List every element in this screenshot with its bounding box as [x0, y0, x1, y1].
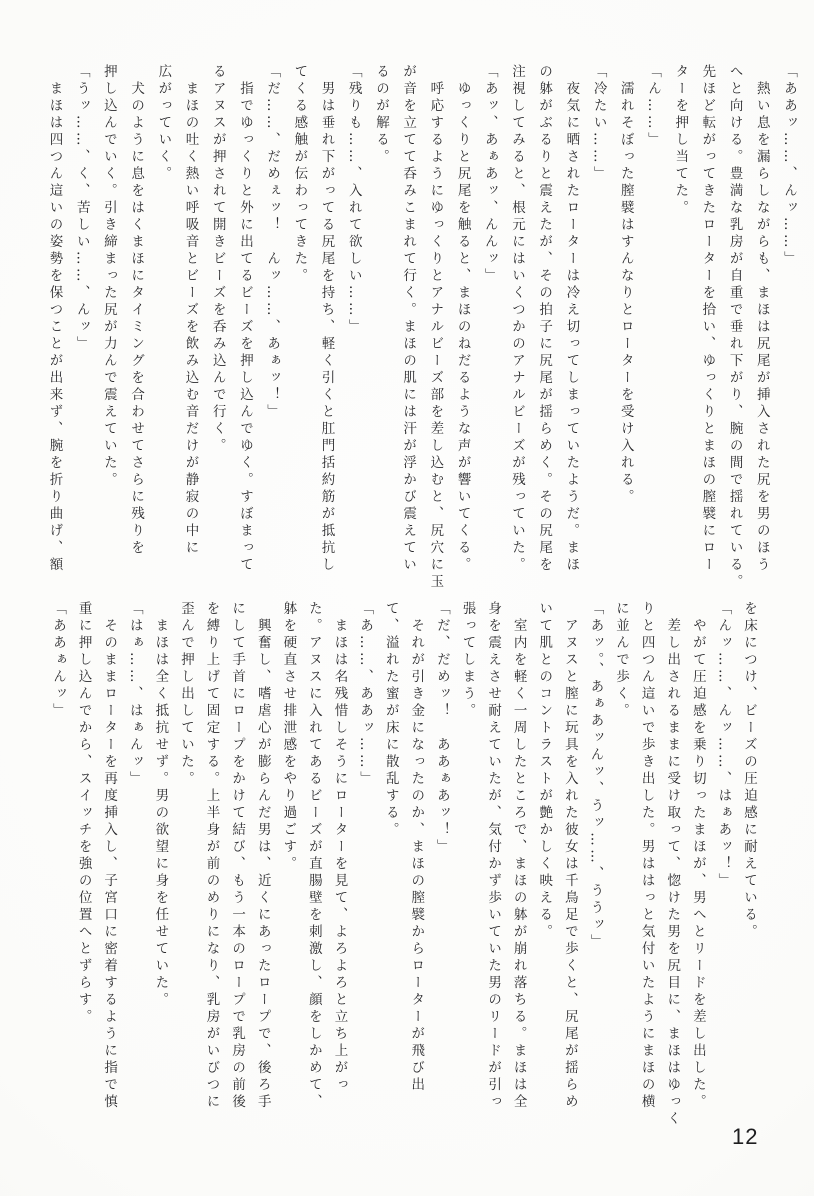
- text-column: が音を立てて呑みこまれて行く。まほの肌には汗が浮かび震えてい: [400, 64, 417, 574]
- text-column: まほは四つん這いの姿勢を保つことが出来ず、腕を折り曲げ、額: [46, 64, 63, 574]
- text-column: の躰がぶるりと震えたが、その拍子に尻尾が揺らめく。その尻尾を: [536, 64, 553, 574]
- text-column: それが引き金になったのか、まほの膣襞からローターが飛び出: [408, 601, 425, 1094]
- text-column: まほの吐く熱い呼吸音とビーズを飲み込む音だけが静寂の中に: [182, 64, 199, 557]
- text-block-bottom: [44, 601, 761, 1146]
- text-column: 重に押し込んでから、スイッチを強の位置へとずらす。: [75, 601, 92, 1026]
- text-column: まほは名残惜しそうにローターを見て、よろよろと立ち上がっ: [331, 601, 348, 1094]
- text-column: 「あッ、あぁあッ、んんッ」: [481, 64, 498, 285]
- text-column: 「うッ……、く、苦しい……、んッ」: [73, 64, 90, 353]
- text-column: 室内を軽く一周したところで、まほの躰が崩れ落ちる。まほは全: [510, 601, 527, 1111]
- text-column: 「残りも……、入れて欲しい……」: [345, 64, 362, 336]
- text-column: 「はぁ……、はぁんッ」: [126, 601, 143, 788]
- text-column: やがて圧迫感を乗り切ったまほが、男へとリードを差し出した。: [689, 601, 706, 1111]
- text-column: そのままローターを再度挿入し、子宮口に密着するように指で慎: [101, 601, 118, 1111]
- text-column: 「あッ。、あぁあッんッ、うッ……、ううッ」: [587, 601, 604, 952]
- text-column: を縛り上げて固定する。上半身が前のめりになり、乳房がいびつに: [203, 601, 220, 1111]
- text-column: 指でゆっくりと外に出てるビーズを押し込んでゆく。すぼまって: [236, 64, 253, 574]
- text-column: いて肌とのコントラストが艶かしく映える。: [536, 601, 553, 941]
- text-column: るアヌスが押されて開きビーズを呑み込んで行く。: [209, 64, 226, 455]
- text-column: 「ああッ……、んッ……」: [781, 64, 797, 268]
- text-column: を床につけ、ビーズの圧迫感に耐えている。: [741, 601, 757, 941]
- text-column: た。アヌスに入れてあるビーズが直腸壁を刺激し、顔をしかめて、: [305, 601, 322, 1111]
- text-column: アヌスと膣に玩具を入れた彼女は千鳥足で歩くと、尻尾が揺らめ: [561, 601, 578, 1111]
- text-column: てくる感触が伝わってきた。: [291, 64, 308, 285]
- text-column: 濡れそぼった膣襞はすんなりとローターを受け入れる。: [617, 64, 634, 506]
- text-column: 身を震えさせ耐えていたが、気付かず歩いていた男のリードが引っ: [485, 601, 502, 1111]
- text-column: に並んで歩く。: [613, 601, 630, 720]
- text-column: 「だ、だめッ！ ああぁあッ！」: [433, 601, 450, 856]
- text-column: 犬のように息をはくまほにタイミングを合わせてさらに残りを: [128, 64, 145, 557]
- text-column: まほは全く抵抗せず。男の欲望に身を任せていた。: [152, 601, 169, 1009]
- text-column: 興奮し、嗜虐心が膨らんだ男は、近くにあったロープで、後ろ手: [254, 601, 271, 1111]
- text-column: 注視してみると、根元にはいくつかのアナルビーズが残っていた。: [508, 64, 525, 574]
- text-column: 「だ……、だめぇッ！ んッ……、あぁッ！」: [264, 64, 281, 421]
- text-column: 「んッ……、んッ……、はぁあッ！」: [715, 601, 732, 890]
- text-column: ゆっくりと尻尾を触ると、まほのねだるような声が響いてくる。: [454, 64, 471, 574]
- text-column: 熱い息を漏らしながらも、まほは尻尾が挿入された尻を男のほう: [753, 64, 770, 574]
- text-column: 躰を硬直させ排泄感をやり過ごす。: [280, 601, 297, 873]
- text-column: ターを押し当てた。: [672, 64, 689, 217]
- text-column: 「ああぁんッ」: [49, 601, 66, 720]
- text-column: 「ん……」: [644, 64, 661, 149]
- text-column: にして手首にロープをかけて結び、もう一本のロープで乳房の前後: [229, 601, 246, 1111]
- text-column: 押し込んでいく。引き締まった尻が力んで震えていた。: [100, 64, 117, 489]
- text-block-top: [40, 64, 802, 609]
- text-column: て、溢れた蜜が床に散乱する。: [382, 601, 399, 839]
- text-column: 歪んで押し出していた。: [177, 601, 194, 788]
- text-column: 広がっていく。: [155, 64, 172, 183]
- text-column: るのが解る。: [372, 64, 389, 166]
- text-column: 男は垂れ下がってる尻尾を持ち、軽く引くと肛門括約筋が抵抗し: [318, 64, 335, 574]
- text-column: 呼応するようにゆっくりとアナルビーズ部を差し込むと、尻穴に玉: [427, 64, 444, 591]
- text-column: 張ってしまう。: [459, 601, 476, 720]
- text-column: 差し出されるままに受け取って、惚けた男を尻目に、まほはゆっく: [664, 601, 681, 1128]
- text-column: 先ほど転がってきたローターを拾い、ゆっくりとまほの膣襞にロー: [699, 64, 716, 574]
- text-column: 夜気に晒されたローターは冷え切ってしまっていたようだ。まほ: [563, 64, 580, 574]
- text-column: 「あ……、ああッ……」: [357, 601, 374, 788]
- text-column: 「冷たい……」: [590, 64, 607, 183]
- text-column: へと向ける。豊満な乳房が自重で垂れ下がり、腕の間で揺れている。: [726, 64, 743, 591]
- text-column: りと四つん這いで歩き出した。男ははっと気付いたようにまほの横: [638, 601, 655, 1111]
- page-number: 12: [732, 1124, 759, 1149]
